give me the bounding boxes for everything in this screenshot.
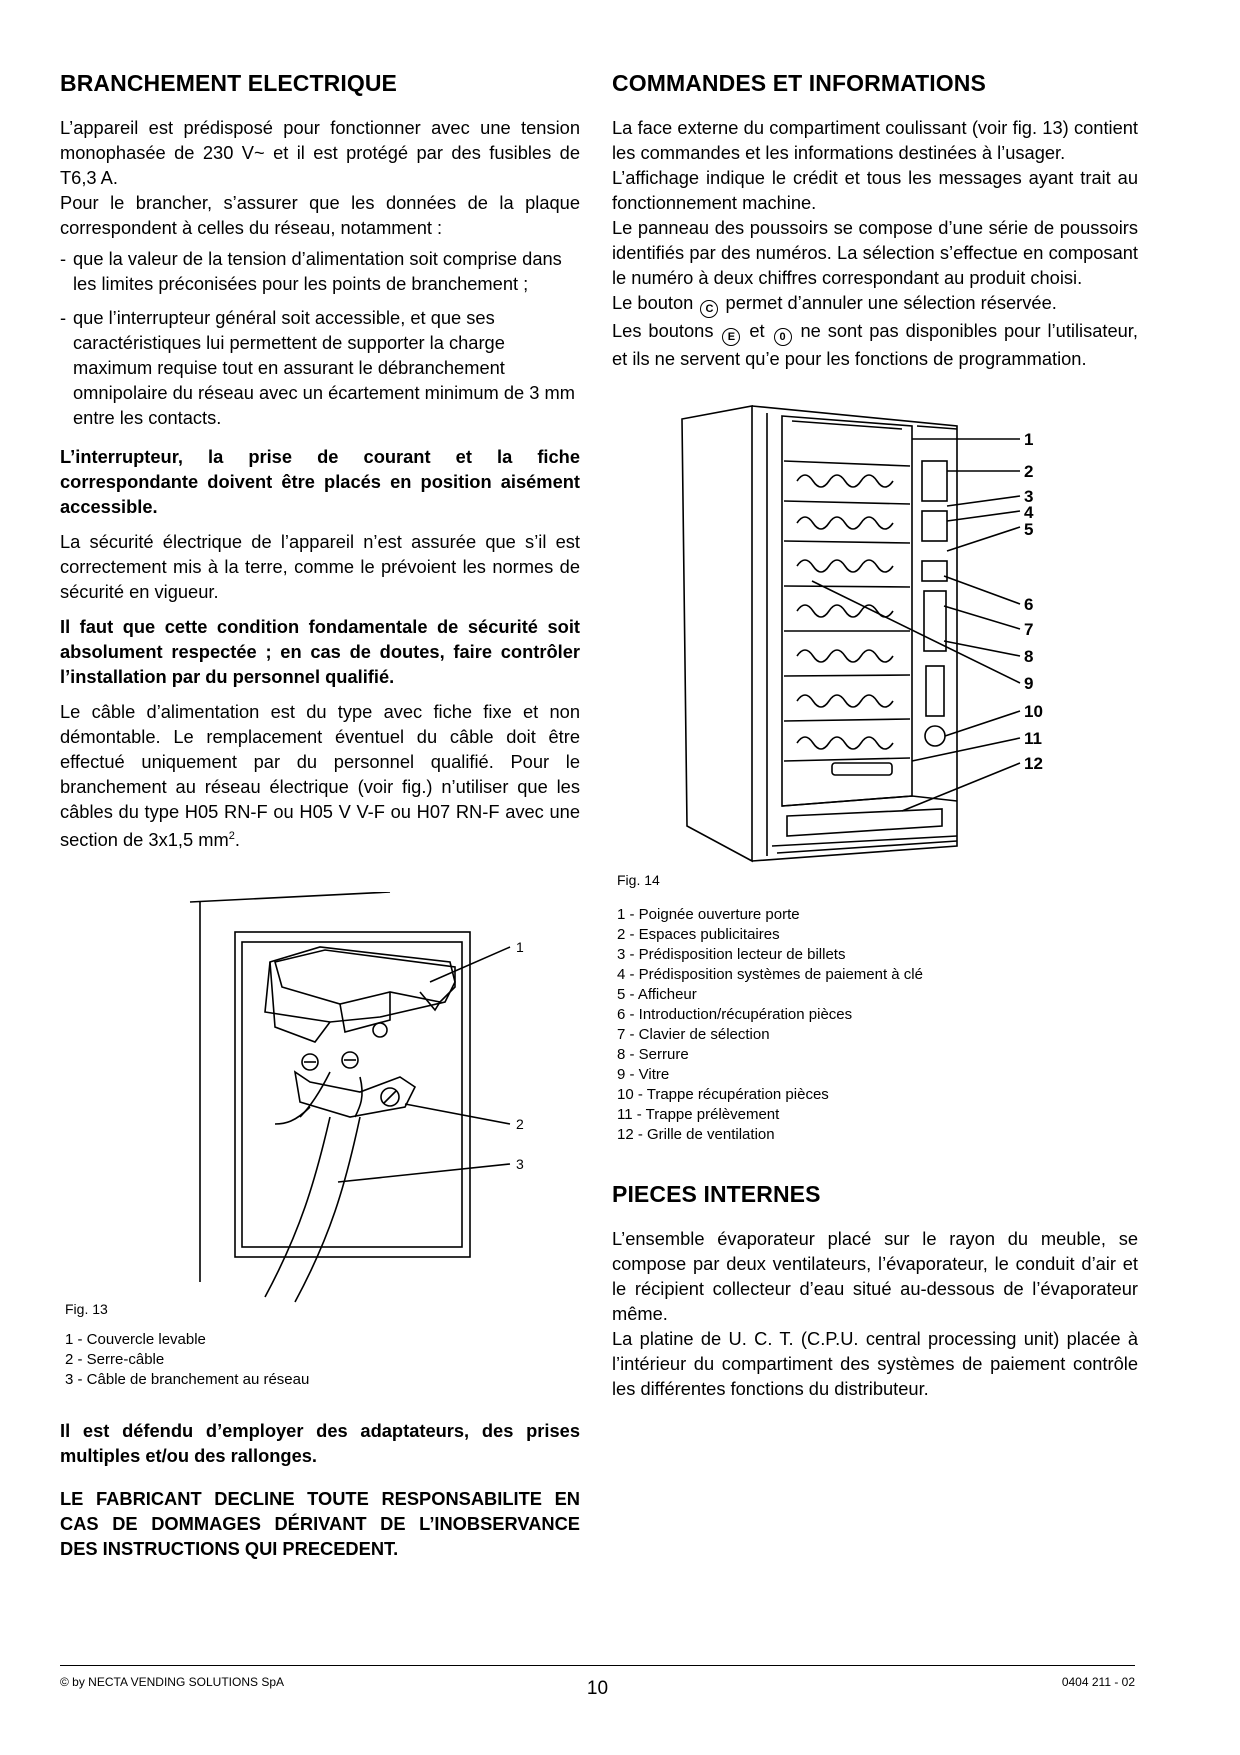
legend-item: 1 - Couvercle levable [65, 1331, 206, 1349]
section-heading-internal-parts: PIECES INTERNES [612, 1181, 821, 1207]
legend-item: 7 - Clavier de sélection [617, 1026, 770, 1043]
callout-12: 12 [1024, 754, 1043, 773]
legend-item: 4 - Prédisposition systèmes de paiement à clé [617, 966, 923, 983]
zero-button-symbol-icon: 0 [774, 328, 792, 346]
section-heading-electrical: BRANCHEMENT ELECTRIQUE [60, 70, 397, 96]
callout-10: 10 [1024, 702, 1043, 721]
section-heading-controls: COMMANDES ET INFORMATIONS [612, 70, 986, 96]
callout-1: 1 [1024, 430, 1034, 449]
vending-machine-illustration [612, 401, 1138, 871]
legend-item: 10 - Trappe récupération pièces [617, 1086, 829, 1103]
legend-item: 5 - Afficheur [617, 986, 697, 1003]
legend-item: 2 - Espaces publicitaires [617, 926, 780, 943]
copyright: © by NECTA VENDING SOLUTIONS SpA [60, 1675, 285, 1689]
figure-13 [60, 892, 580, 1332]
callout-11: 11 [1024, 729, 1042, 748]
paragraph: L’ensemble évaporateur placé sur le rayon du meuble, se compose par deux ventilateurs, l’évaporateur, le conduit d’air et le récipient collecteur d’eau situé au-dessous de l’évaporateur même. [612, 1228, 1138, 1324]
paragraph-text: Les boutons [612, 320, 714, 341]
list-item: - que la valeur de la tension d’alimentation soit comprise dans les limites préconisées pour les points de branchement ; [60, 246, 580, 296]
e-button-symbol-icon: E [722, 328, 740, 346]
warning-paragraph: Il faut que cette condition fondamentale de sécurité soit absolument respectée ; en cas de doutes, faire contrôler l’installation par du personnel qualifié. [60, 616, 580, 687]
list-item: - que l’interrupteur général soit accessible, et que ses caractéristiques lui permettent de supporter la charge maximum requise tout en assurant le débranchement omnipolaire du réseau avec un écartement minimum de 3 mm entre les contacts. [60, 305, 580, 430]
callout-9: 9 [1024, 674, 1034, 693]
disclaimer: LE FABRICANT DECLINE TOUTE RESPONSABILITE EN CAS DE DOMMAGES DÉRIVANT DE L’INOBSERVANCE DES INSTRUCTIONS QUI PRECEDENT. [60, 1488, 580, 1560]
paragraph-text: Le câble d’alimentation est du type avec fiche fixe et non démontable. Le remplacement éventuel du câble doit être effectué uniquement par du personnel qualifié. Pour le branchement au réseau électrique (voir fig.) n’utiliser que les câbles du type H05 RN-F ou H05 V V-F ou H07 RN-F avec une section de 3x1,5 mm [60, 701, 580, 851]
figure-caption: Fig. 14 [617, 872, 660, 888]
legend-item: 3 - Prédisposition lecteur de billets [617, 946, 846, 963]
figure-14-legend [617, 905, 1138, 1145]
superscript: 2 [228, 830, 235, 842]
figure-caption: Fig. 13 [65, 1301, 108, 1318]
legend-item: 8 - Serrure [617, 1046, 689, 1063]
page-footer [60, 1665, 1135, 1706]
left-column [60, 60, 580, 1561]
legend-item: 3 - Câble de branchement au réseau [65, 1371, 310, 1389]
bullet-list [60, 246, 580, 430]
callout-2: 2 [516, 1116, 524, 1133]
callout-5: 5 [1024, 520, 1034, 539]
callout-2: 2 [1024, 462, 1034, 481]
callout-4: 4 [1024, 503, 1034, 522]
paragraph [612, 290, 1138, 318]
paragraph: La face externe du compartiment coulissant (voir fig. 13) contient les commandes et les informations destinées à l’usager. [612, 117, 1138, 163]
document-code: 0404 211 - 02 [1061, 1675, 1135, 1689]
page-number: 10 [586, 1678, 609, 1699]
socket-illustration [60, 892, 580, 1332]
legend-item: 9 - Vitre [617, 1066, 670, 1083]
legend-item: 1 - Poignée ouverture porte [617, 906, 800, 923]
paragraph: L’affichage indique le crédit et tous les messages ayant trait au fonctionnement machine. [612, 167, 1138, 213]
legend-item: 6 - Introduction/récupération pièces [617, 1006, 853, 1023]
callout-8: 8 [1024, 647, 1034, 666]
paragraph-text: permet d’annuler une sélection réservée. [725, 292, 1057, 313]
paragraph-text: et [749, 320, 765, 341]
right-column [612, 60, 1138, 1401]
paragraph: L’appareil est prédisposé pour fonctionner avec une tension monophasée de 230 V~ et il est protégé par des fusibles de T6,3 A. [60, 117, 580, 188]
callout-1: 1 [516, 939, 524, 956]
paragraph: Pour le brancher, s’assurer que les données de la plaque correspondent à celles du réseau, notamment : [60, 192, 580, 238]
callout-3: 3 [1024, 487, 1034, 506]
warning-paragraph: L’interrupteur, la prise de courant et la fiche correspondante doivent être placés en position aisément accessible. [60, 446, 580, 517]
paragraph-text: . [234, 829, 240, 851]
legend-item: 11 - Trappe prélèvement [617, 1106, 780, 1123]
callout-3: 3 [516, 1156, 524, 1173]
figure-13-legend [65, 1330, 580, 1390]
callout-7: 7 [1024, 620, 1034, 639]
callout-6: 6 [1024, 595, 1034, 614]
legend-item: 12 - Grille de ventilation [617, 1126, 775, 1143]
paragraph: La sécurité électrique de l’appareil n’est assurée que s’il est correctement mis à la terre, comme le prévoient les normes de sécurité en vigueur. [60, 531, 580, 602]
paragraph [612, 318, 1138, 371]
paragraph-text: Le bouton [612, 292, 694, 313]
paragraph: Le panneau des poussoirs se compose d’une série de poussoirs identifiés par des numéros. La sélection s’effectue en composant le numéro à deux chiffres correspondant au produit choisi. [612, 217, 1138, 288]
paragraph-text: ne sont pas disponibles pour l’utilisateur, et ils ne servent qu’e pour les fonctions de programmation. [612, 320, 1138, 369]
legend-item: 2 - Serre-câble [65, 1351, 165, 1369]
warning-paragraph: Il est défendu d’employer des adaptateurs, des prises multiples et/ou des rallonges. [60, 1420, 580, 1467]
cancel-button-symbol-icon: C [700, 300, 718, 318]
figure-14 [612, 401, 1138, 891]
paragraph [60, 699, 580, 852]
paragraph: La platine de U. C. T. (C.P.U. central processing unit) placée à l’intérieur du compartiment des systèmes de paiement contrôle les différentes fonctions du distributeur. [612, 1328, 1138, 1399]
